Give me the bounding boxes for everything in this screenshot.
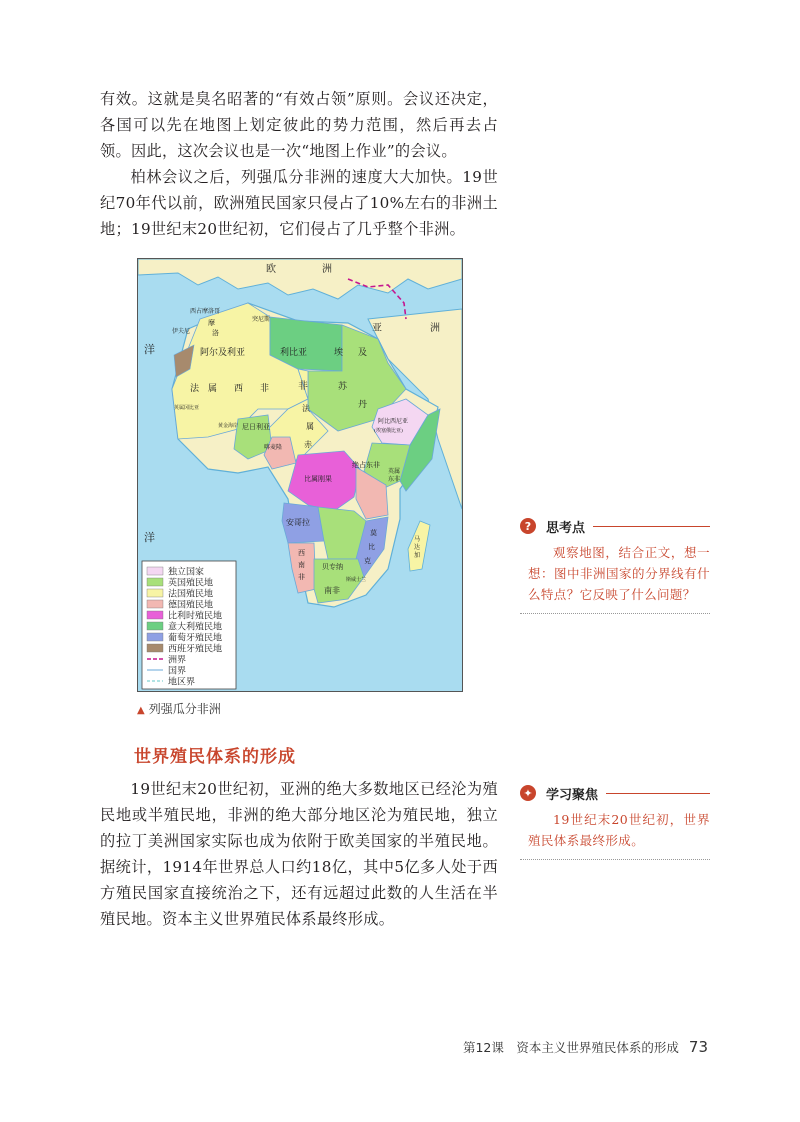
paragraph-1: 有效。这就是臭名昭著的“有效占领”原则。会议还决定，各国可以先在地图上划定彼此的势力范围，然后再去占领。因此，这次会议也是一次“地图上作业”的会议。: [100, 90, 498, 160]
focus-divider: [520, 859, 710, 860]
label-fwa-4: 非: [260, 384, 270, 394]
think-title: 思考点: [546, 520, 586, 536]
label-fwa-3: 西: [234, 384, 244, 394]
focus-icon: ✦: [520, 785, 536, 801]
label-sudan-1: 苏: [338, 382, 348, 392]
label-n-rhodesia: 绝占东非: [352, 461, 380, 469]
paragraph-3: 19世纪末20世纪初，亚洲的绝大多数地区已经沦为殖民地或半殖民地，非洲的绝大部分地区沦为殖民地，独立的拉丁美洲国家实际也成为依附于欧美国家的半殖民地。据统计，1914年世界总人口约18亿，其中5亿多人处于西方殖民国家直接统治之下，还有远超过此数的人生活在半殖民地。资本主义世界殖民体系最终形成。: [100, 780, 498, 928]
label-madagascar-1: 马: [414, 536, 421, 543]
label-gambia: 英属冈比亚: [174, 405, 200, 411]
focus-box: [520, 783, 710, 860]
label-libya: 利比亚: [280, 348, 308, 358]
legend-label: 独立国家: [168, 567, 205, 578]
legend-label: 比利时殖民地: [168, 611, 223, 622]
label-morocco-1: 摩: [208, 319, 215, 327]
label-asia-2: 洲: [430, 323, 440, 334]
think-header: [520, 516, 710, 536]
label-algeria: 阿尔及利亚: [200, 348, 246, 358]
label-feq-1: 法: [302, 404, 310, 413]
page-number: 73: [688, 1038, 708, 1056]
paragraph-2: 柏林会议之后，列强瓜分非洲的速度大大加快。19世纪70年代以前，欧洲殖民国家只侵占了10%左右的非洲土地；19世纪末20世纪初，它们侵占了几乎整个非洲。: [100, 168, 498, 238]
label-swa-3: 非: [298, 573, 305, 581]
legend-label: 法国殖民地: [168, 589, 214, 600]
caption-text: 列强瓜分非洲: [148, 702, 221, 716]
focus-title: 学习聚焦: [546, 787, 599, 803]
question-icon: ?: [520, 518, 536, 534]
label-feq-2: 属: [306, 422, 314, 431]
legend-swatch: [147, 622, 163, 630]
think-text: 观察地图，结合正文，想一想：图中非洲国家的分界线有什么特点？它反映了什么问题？: [528, 545, 710, 602]
label-feq-3: 赤: [304, 440, 312, 449]
label-europe-2: 洲: [322, 264, 332, 275]
legend-swatch: [147, 633, 163, 641]
map-africa-partition: [137, 258, 463, 692]
label-ocean-2: 洋: [144, 531, 155, 544]
legend-label: 西班牙殖民地: [168, 644, 223, 655]
label-south-africa: 南非: [324, 586, 340, 595]
label-egypt-2: 及: [358, 348, 368, 358]
label-angola: 安哥拉: [286, 518, 310, 527]
focus-rule: [606, 793, 710, 794]
think-rule: [593, 526, 710, 527]
label-abyssinia-2: (埃塞俄比亚): [374, 428, 403, 434]
legend-swatch: [147, 600, 163, 608]
label-swazi: 斯威士兰: [346, 577, 367, 583]
think-box: [520, 516, 710, 614]
label-fwa-2: 属: [208, 384, 218, 394]
footer-lesson: 第12课 资本主义世界殖民体系的形成: [462, 1040, 679, 1055]
legend-swatch: [147, 589, 163, 597]
label-asia-1: 亚: [372, 323, 382, 334]
label-mozambique-3: 克: [364, 557, 371, 565]
caption-triangle-icon: ▲: [137, 705, 145, 716]
page-footer: [463, 1038, 708, 1056]
label-w-morocco: 西占摩洛哥: [190, 308, 221, 315]
label-bea-1: 英属: [388, 468, 401, 475]
map-legend: [142, 561, 236, 689]
legend-swatch: [147, 611, 163, 619]
legend-swatch: [147, 644, 163, 652]
label-swa-2: 南: [298, 561, 305, 569]
label-bea-2: 东非: [388, 476, 401, 483]
label-gold-coast: 黄金海岸: [218, 423, 239, 429]
legend-label: 地区界: [168, 677, 196, 688]
legend-label: 国界: [168, 666, 187, 677]
legend-label: 英国殖民地: [168, 578, 214, 589]
label-abyssinia-1: 阿比西尼亚: [378, 418, 409, 425]
legend-swatch: [147, 578, 163, 586]
legend-label: 洲界: [168, 655, 187, 666]
focus-text: 19世纪末20世纪初，世界殖民体系最终形成。: [528, 812, 710, 848]
legend-swatch: [147, 567, 163, 575]
label-morocco-2: 洛: [212, 329, 219, 337]
label-nigeria: 尼日利亚: [242, 423, 270, 431]
label-sudan-2: 丹: [358, 400, 368, 410]
focus-header: [520, 783, 710, 803]
label-fwa-1: 法: [190, 384, 200, 394]
label-bechuana: 贝专纳: [322, 563, 343, 571]
label-egypt-1: 埃: [334, 348, 344, 358]
think-divider: [520, 613, 710, 614]
label-africa: 非: [298, 381, 308, 392]
legend-label: 意大利殖民地: [168, 622, 223, 633]
label-mozambique-2: 比: [368, 543, 375, 551]
section-title: 世界殖民体系的形成: [134, 747, 296, 767]
label-europe-1: 欧: [266, 264, 276, 275]
map-caption: [137, 700, 221, 717]
legend-label: 德国殖民地: [168, 600, 214, 611]
label-swa-1: 西: [298, 549, 305, 557]
label-madagascar-2: 达: [414, 544, 421, 551]
label-ifni: 伊夫尼: [172, 328, 191, 335]
label-madagascar-3: 加: [414, 552, 421, 559]
label-ocean-1: 洋: [144, 343, 155, 356]
label-belgian-congo: 比属刚果: [304, 475, 332, 483]
map-svg: [138, 259, 462, 691]
label-mozambique-1: 莫: [370, 529, 377, 537]
legend-label: 葡萄牙殖民地: [168, 633, 223, 644]
label-tunisia: 突尼斯: [252, 316, 271, 323]
label-cameroon: 喀麦隆: [264, 444, 283, 451]
